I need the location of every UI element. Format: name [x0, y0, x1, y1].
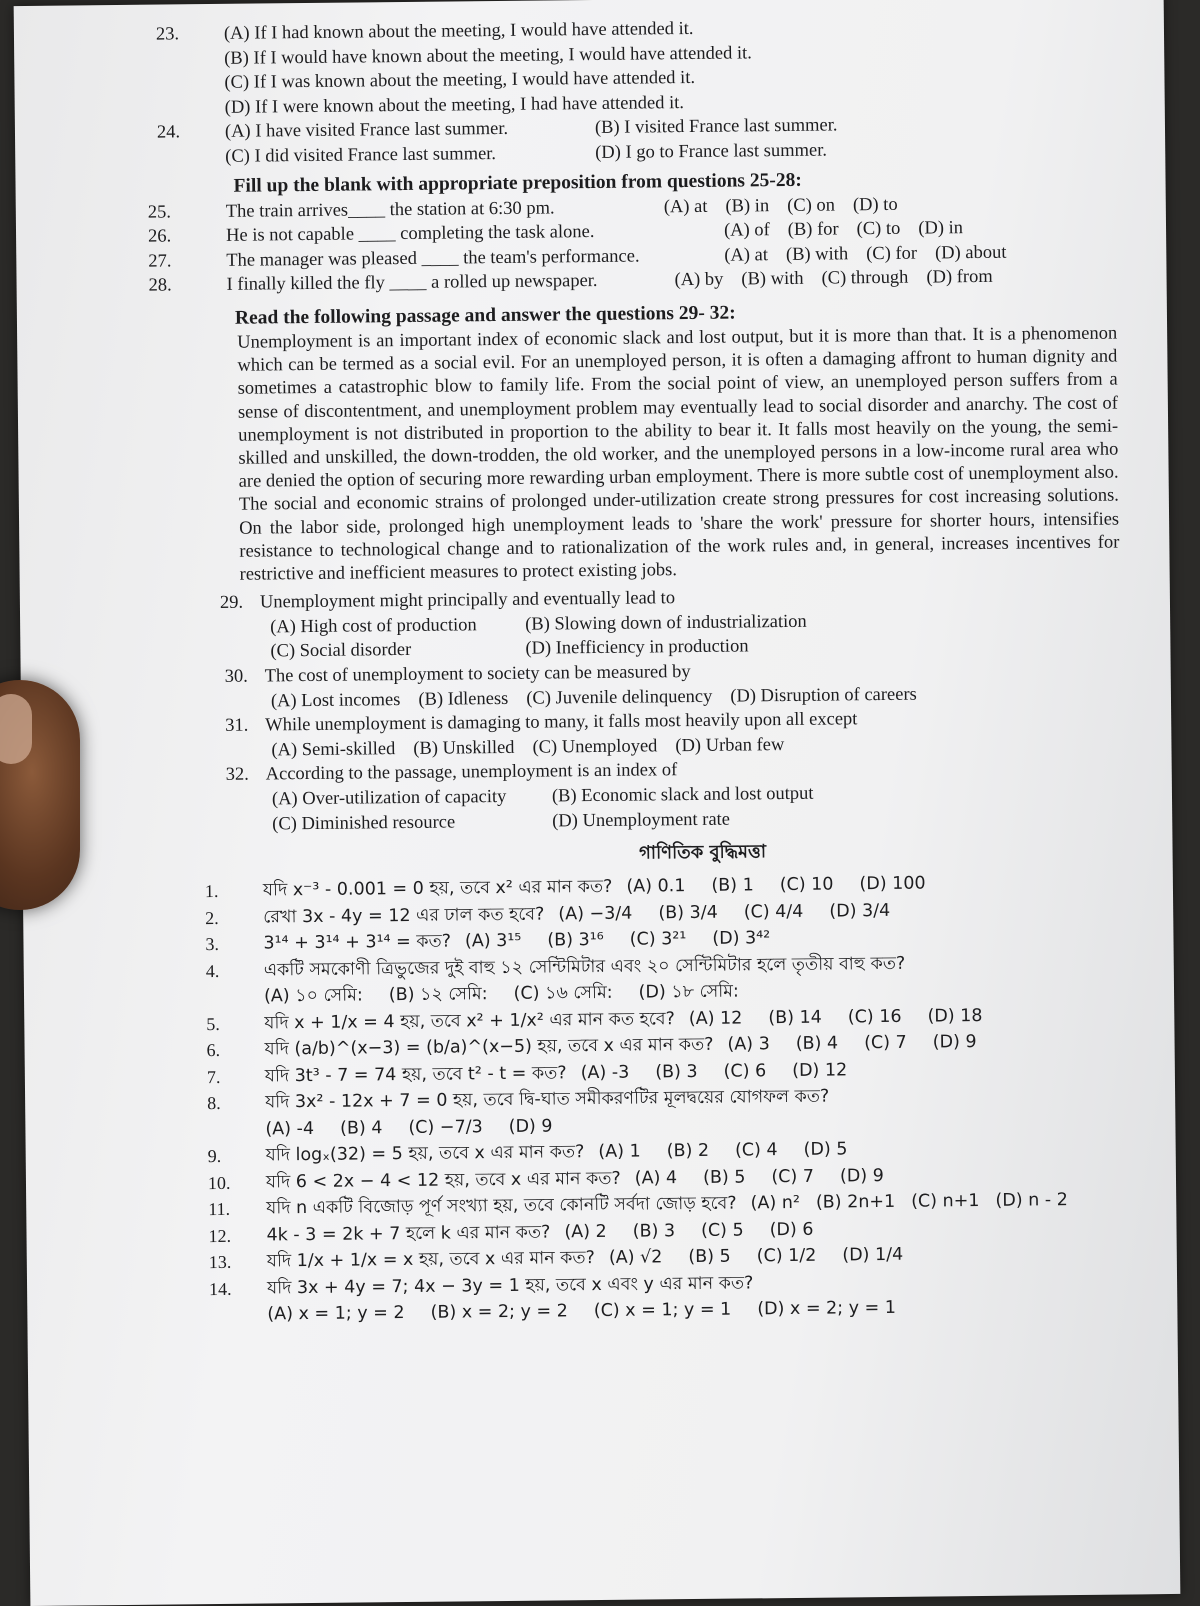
option: (A) Lost incomes	[270, 689, 401, 711]
question-text: According to the passage, unemployment is an index of	[265, 760, 678, 785]
text: (C) 16	[847, 1006, 902, 1027]
option: (A) of	[723, 220, 770, 241]
text: (D) ১৮ সেমি:	[638, 981, 739, 1003]
option: (A) High cost of production	[270, 615, 477, 638]
question-text: I finally killed the fly ____ a rolled up newspaper.	[226, 271, 598, 296]
option-line: (B) If I would have known about the meeting, I would have attended it.	[224, 42, 752, 69]
text: রেখা 3x - 4y = 12 এর ঢাল কত হবে?	[263, 904, 545, 928]
text: 4k - 3 = 2k + 7 হলে k এর মান কত?	[266, 1222, 551, 1246]
section-heading-prepositions: Fill up the blank with appropriate preposition from questions 25-28:	[233, 169, 802, 197]
question-text: The cost of unemployment to society can be measured by	[264, 661, 691, 687]
text: (A) n²	[750, 1193, 801, 1214]
text: (D) 12	[792, 1060, 848, 1081]
option: (C) Juvenile delinquency	[526, 686, 713, 709]
math-question	[147, 1266, 1148, 1329]
exam-content	[134, 12, 1148, 1329]
text: (B) 3¹⁶	[547, 930, 604, 951]
text: (D) 18	[927, 1005, 983, 1027]
text: (B) 2n+1	[815, 1192, 896, 1213]
text: (B) 4	[339, 1117, 383, 1139]
text: (D) 3/4	[829, 900, 891, 922]
question-number: 27.	[148, 251, 172, 272]
text: (D) 3⁴²	[712, 928, 771, 949]
text: (D) 9	[508, 1116, 553, 1137]
question-text: Unemployment might principally and eventually lead to	[259, 588, 676, 613]
text: 12.	[208, 1225, 232, 1246]
text: যদি 3x² - 12x + 7 = 0 হয়, তবে দ্বি-ঘাত সমীকরণটির মূলদ্বয়ের যোগফল কত?	[265, 1086, 830, 1113]
text: 1.	[204, 881, 219, 902]
option: (D) to	[852, 194, 898, 215]
text: 14.	[208, 1278, 232, 1299]
option: (D) Urban few	[675, 734, 785, 756]
text: 10.	[207, 1172, 231, 1193]
text: 3¹⁴ + 3¹⁴ + 3¹⁴ = কত?	[263, 931, 452, 954]
text: 2.	[205, 907, 219, 928]
text: 13.	[208, 1251, 232, 1273]
thumbnail	[0, 694, 32, 764]
text: 9.	[207, 1146, 222, 1167]
option: (B) in	[725, 195, 770, 217]
text: (B) 1	[711, 875, 754, 896]
text: (A) 3	[727, 1034, 770, 1055]
section-heading-passage: Read the following passage and answer the questions 29- 32:	[234, 302, 736, 329]
text: (D) 9	[839, 1165, 884, 1187]
text: (B) 3	[655, 1061, 698, 1083]
option: (C) I did visited France last summer.	[225, 143, 497, 167]
question-text: The manager was pleased ____ the team's performance.	[226, 246, 640, 271]
text: (B) 2	[666, 1140, 710, 1162]
text: (B) 4	[795, 1033, 839, 1055]
text: (C) 1/2	[756, 1245, 817, 1267]
text: (B) ১২ সেমি:	[388, 984, 488, 1006]
text: (D) 5	[803, 1139, 848, 1160]
text: (D) 100	[859, 873, 926, 895]
text: 11.	[208, 1198, 231, 1220]
text: (C) n+1	[911, 1191, 980, 1212]
text: (D) 6	[769, 1219, 814, 1240]
text: যদি x + 1/x = 4 হয়, তবে x² + 1/x² এর মান কত হবে?	[264, 1008, 675, 1034]
text: (A) 4	[634, 1167, 678, 1189]
question-23	[134, 12, 1135, 121]
text: যদি logₓ(32) = 5 হয়, তবে x এর মান কত?	[265, 1142, 585, 1166]
text: (C) 4/4	[743, 901, 804, 923]
option: (D) about	[934, 242, 1007, 264]
text: (A) -3	[580, 1062, 630, 1083]
text: (A) ১০ সেমি:	[263, 985, 363, 1007]
option: (C) Diminished resource	[272, 812, 456, 834]
option: (B) with	[785, 244, 849, 265]
text: (A) x = 1; y = 2	[267, 1303, 405, 1325]
option: (A) Over-utilization of capacity	[271, 786, 507, 810]
text: (C) x = 1; y = 1	[593, 1299, 732, 1322]
text: (D) 9	[932, 1032, 977, 1053]
text: (C) 3²¹	[629, 929, 687, 950]
option: (D) I go to France last summer.	[595, 140, 828, 163]
text: (A) 2	[564, 1221, 607, 1242]
option: (A) at	[663, 196, 708, 217]
text: (A) 3¹⁵	[464, 930, 522, 952]
text: (A) 12	[688, 1008, 743, 1029]
text: যদি (a/b)^(x−3) = (b/a)^(x−5) হয়, তবে x এর মান কত?	[264, 1034, 714, 1060]
reading-passage: Unemployment is an important index of economic slack and lost output, but it is more than that. It is a phenomenon which can be termed as a social evil. For an unemployed person, it is often a damaging affront to human dignity and sometimes a catastrophic blow to family life. From the social point of view, an unemployed person suffers from a sense of discontentment, and unemployment problem may eventually lead to social disorder and anarchy. The cost of unemployment is not distributed in proportion to the ability to bear it. It falls most heavily on the young, the semi-skilled and unskilled, the down-trodden, the old worker, and the unemployed persons in a low-income rural area who are denied the option of securing more rewarding urban employment. There is more subtle cost of unemployment also. The social and economic strains of prolonged under-utilization create strong pressures for cost increasing solutions. On the labor side, prolonged high unemployment leads to 'share the work' pressure for shorter hours, intensifies resistance to technological change and to rationalization of the work rules and, in general, increases incentives for restrictive and inefficient measures to protect existing jobs.	[237, 323, 1120, 585]
text: (A) 1	[598, 1141, 641, 1163]
text: (B) x = 2; y = 2	[430, 1301, 568, 1323]
option: (C) through	[821, 268, 909, 289]
text: (C) 10	[779, 874, 834, 896]
option: (C) on	[787, 195, 836, 216]
text: 8.	[207, 1093, 221, 1114]
question-24	[135, 111, 1135, 171]
option: (D) in	[918, 218, 964, 239]
text: 7.	[206, 1066, 221, 1087]
text: (B) 3	[632, 1220, 676, 1242]
question-32	[142, 754, 1143, 838]
question-number: 24.	[156, 122, 181, 143]
text: (A) 0.1	[626, 876, 686, 897]
text: যদি x⁻³ - 0.001 = 0 হয়, তবে x² এর মান কত?	[262, 876, 613, 901]
option: (B) with	[741, 269, 804, 290]
option: (C) Unemployed	[532, 736, 658, 758]
text: (C) 4	[734, 1140, 778, 1161]
option: (A) by	[674, 269, 724, 291]
text: (C) 5	[700, 1220, 744, 1241]
option-line: (D) If I were known about the meeting, I had have attended it.	[224, 92, 685, 118]
question-number: 26.	[147, 226, 172, 247]
option: (D) Disruption of careers	[730, 684, 917, 707]
text: (D) n - 2	[995, 1190, 1068, 1211]
text: (B) 5	[688, 1246, 731, 1268]
question-text: The train arrives____ the station at 6:30 pm.	[225, 197, 555, 222]
text: 4.	[205, 960, 220, 981]
option: (D) from	[926, 267, 993, 288]
text: (C) 7	[771, 1166, 815, 1187]
option: (C) to	[856, 218, 901, 240]
option: (B) Slowing down of industrialization	[525, 611, 807, 635]
option: (A) at	[724, 244, 769, 266]
text: (C) 7	[864, 1032, 907, 1054]
holding-thumb	[0, 680, 80, 910]
text: 3.	[205, 934, 220, 955]
text: যদি n একটি বিজোড় পূর্ণ সংখ্যা হয়, তবে কোনটি সর্বদা জোড় হবে?	[266, 1193, 737, 1219]
option: (D) Unemployment rate	[552, 809, 731, 831]
text: (B) 14	[768, 1007, 822, 1028]
question-number: 31.	[225, 715, 249, 737]
text: একটি সমকোণী ত্রিভুজের দুই বাহু ১২ সেন্টিমিটার এবং ২০ সেন্টিমিটার হলে তৃতীয় বাহু কত?	[263, 953, 906, 981]
math-section-title: গাণিতিক বুদ্ধিমত্তা	[638, 841, 767, 864]
text: (C) 6	[723, 1060, 767, 1082]
text: (A) -4	[265, 1118, 315, 1140]
text: যদি 3x + 4y = 7; 4x − 3y = 1 হয়, তবে x এবং y এর মান কত?	[266, 1272, 754, 1299]
text: (C) −7/3	[408, 1116, 483, 1138]
question-text: He is not capable ____ completing the task alone.	[225, 222, 595, 247]
question-number: 29.	[219, 592, 244, 614]
text: (D) x = 2; y = 1	[757, 1298, 897, 1320]
question-29	[140, 581, 1141, 665]
text: (A) −3/4	[558, 903, 633, 925]
text: 5.	[206, 1013, 220, 1034]
text: (B) 3/4	[658, 902, 718, 923]
option: (B) for	[787, 219, 839, 241]
option: (B) Idleness	[418, 688, 509, 710]
option-line: (A) If I had known about the meeting, I would have attended it.	[223, 18, 694, 44]
text: (C) ১৬ সেমি:	[513, 982, 613, 1004]
math-question-list	[143, 868, 1148, 1329]
option: (C) Social disorder	[270, 640, 412, 662]
question-number: 23.	[155, 24, 180, 45]
option-line: (C) If I was known about the meeting, I would have attended it.	[224, 68, 696, 94]
text: যদি 3t³ - 7 = 74 হয়, তবে t² - t = কত?	[264, 1062, 567, 1087]
option: (A) I have visited France last summer.	[224, 119, 509, 143]
text: যদি 1/x + 1/x = x হয়, তবে x এর মান কত?	[266, 1248, 595, 1272]
question-number: 30.	[224, 666, 248, 687]
text: (A) √2	[608, 1247, 663, 1269]
option: (D) Inefficiency in production	[525, 636, 749, 660]
option: (B) Economic slack and lost output	[551, 783, 814, 807]
question-number: 28.	[148, 275, 172, 297]
text: 6.	[206, 1040, 221, 1061]
text: (D) 1/4	[842, 1244, 904, 1266]
exam-sheet	[14, 0, 1181, 1606]
question-text: While unemployment is damaging to many, it falls most heavily upon all except	[265, 709, 858, 736]
question-number: 25.	[147, 201, 172, 223]
text: (B) 5	[702, 1167, 746, 1188]
option: (B) I visited France last summer.	[594, 115, 838, 139]
option: (C) for	[866, 243, 918, 264]
question-number: 32.	[225, 764, 249, 786]
option: (B) Unskilled	[413, 737, 515, 759]
option: (A) Semi-skilled	[271, 738, 396, 761]
text: যদি 6 < 2x − 4 < 12 হয়, তবে x এর মান কত?	[265, 1168, 621, 1193]
